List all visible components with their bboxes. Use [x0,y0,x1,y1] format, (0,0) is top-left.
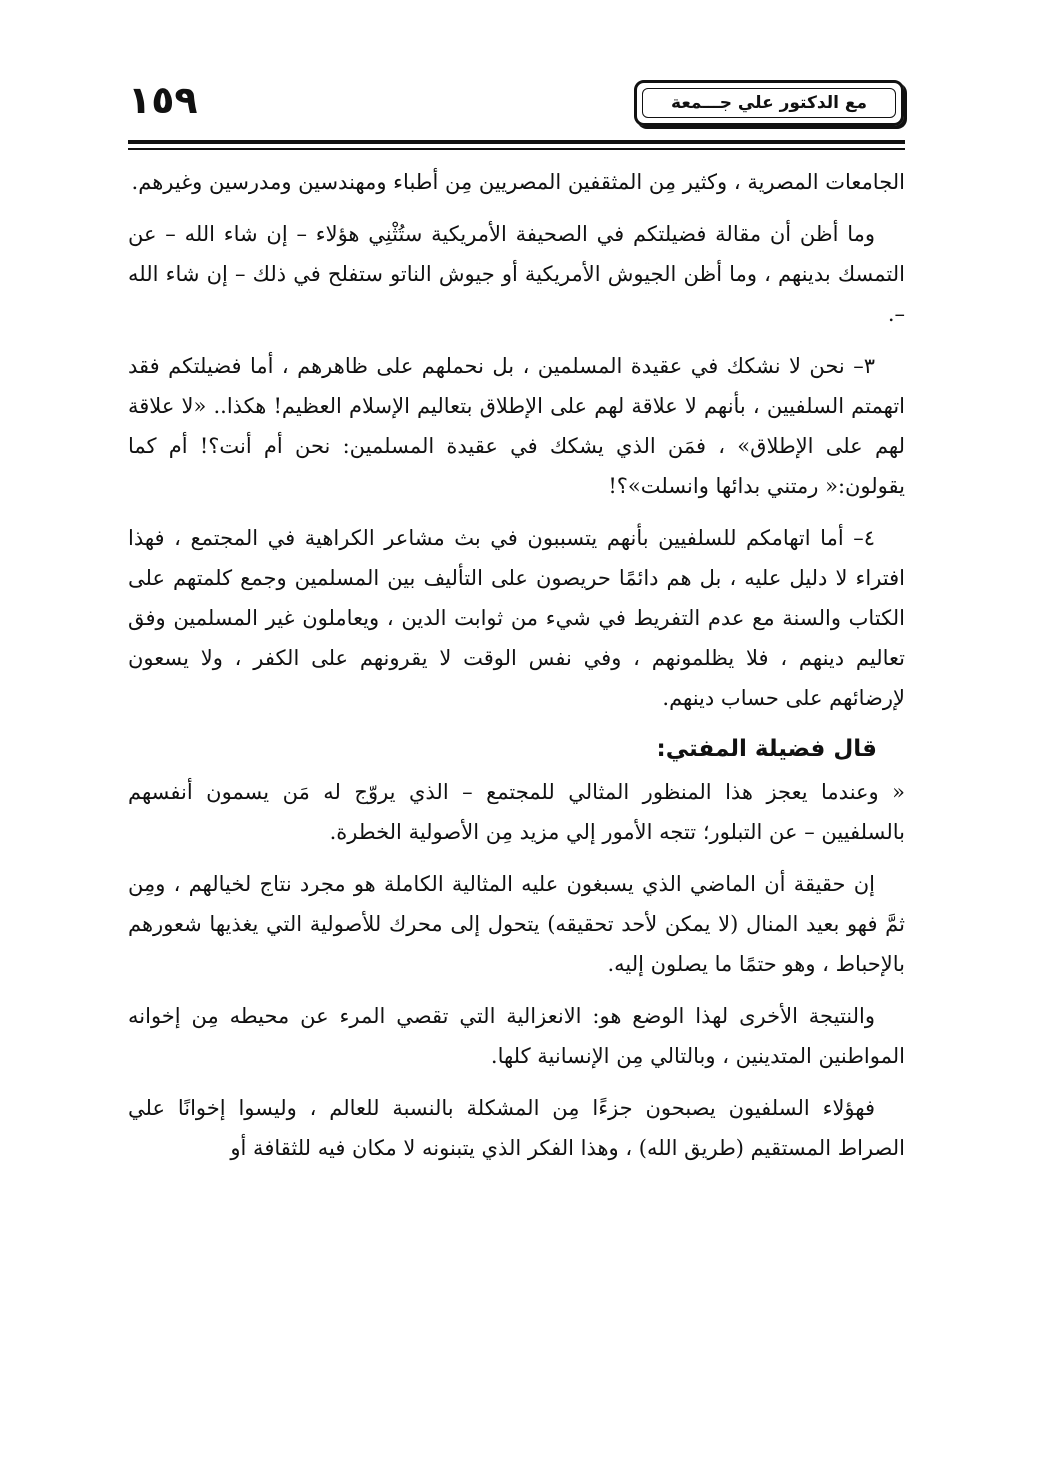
paragraph-2: وما أظن أن مقالة فضيلتكم في الصحيفة الأمريكية ستُثْنِي هؤلاء – إن شاء الله – عن التمسك بدينهم ، وما أظن الجيوش الأمريكية أو جيوش الناتو ستفلح في ذلك – إن شاء الله –. [128,222,905,326]
page-body [128,162,905,1180]
quote-paragraph-3: والنتيجة الأخرى لهذا الوضع هو: الانعزالية التي تقصي المرء عن محيطه مِن إخوانه المواطنين المتدينين ، وبالتالي مِن الإنسانية كلها. [128,1004,905,1068]
header-rule-thick [128,140,905,144]
paragraph-4: ٤– أما اتهامكم للسلفيين بأنهم يتسببون في بث مشاعر الكراهية في المجتمع ، فهذا افتراء لا دليل عليه ، بل هم دائمًا حريصون على التأليف بين المسلمين وجمع كلمتهم على الكتاب والسنة مع عدم التفريط في شيء من ثوابت الدين ، ويعاملون غير المسلمين وفق تعاليم دينهم ، فلا يظلمونهم ، وفي نفس الوقت لا يقرونهم على الكفر ، ولا يسعون لإرضائهم على حساب دينهم. [128,526,905,710]
page-number: ١٥٩ [128,78,198,122]
paragraph-1: الجامعات المصرية ، وكثير مِن المثقفين المصريين مِن أطباء ومهندسين ومدرسين وغيرهم. [131,170,905,194]
header-rule-thin [128,148,905,150]
quote-paragraph-2: إن حقيقة أن الماضي الذي يسبغون عليه المثالية الكاملة هو مجرد نتاج لخيالهم ، ومِن ثمَّ فهو بعيد المنال (لا يمكن لأحد تحقيقه) يتحول إلى محرك للأصولية التي يغذيها شعورهم بالإحباط ، وهو حتمًا ما يصلون إليه. [128,872,905,976]
paragraph-3: ٣– نحن لا نشكك في عقيدة المسلمين ، بل نحملهم على ظاهرهم ، أما فضيلتكم فقد اتهمتم السلفيين ، بأنهم لا علاقة لهم على الإطلاق بتعاليم الإسلام العظيم! هكذا.. «لا علاقة لهم على الإطلاق» ، فمَن الذي يشكك في عقيدة المسلمين: نحن أم أنت؟! أم كما يقولون:« رمتني بدائها وانسلت»؟! [128,354,905,498]
quote-paragraph-4: فهؤلاء السلفيون يصبحون جزءًا مِن المشكلة بالنسبة للعالم ، وليسوا إخوانًا علي الصراط المستقيم (طريق الله) ، وهذا الفكر الذي يتبنونه لا مكان فيه للثقافة أو [128,1096,905,1160]
section-heading: قال فضيلة المفتي: [656,736,877,762]
quote-paragraph-1: « وعندما يعجز هذا المنظور المثالي للمجتمع – الذي يروّج له مَن يسمون أنفسهم بالسلفيين – عن التبلور؛ تتجه الأمور إلي مزيد مِن الأصولية الخطرة. [128,780,905,844]
running-header-title: مع الدكتور علي جـــمعة [642,88,896,118]
running-header-box [634,80,904,126]
